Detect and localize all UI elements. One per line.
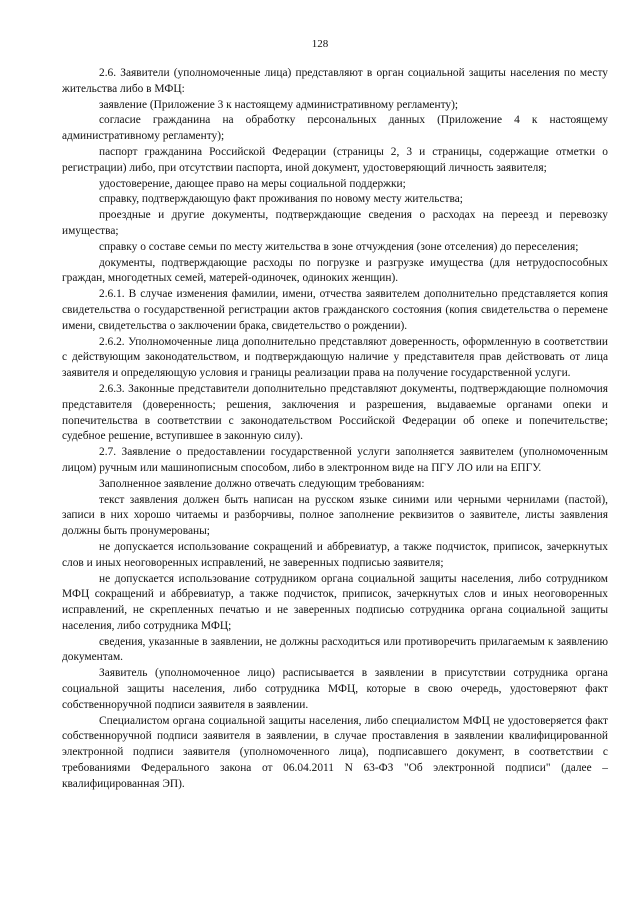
paragraph-family-statement: справку о составе семьи по месту жительства в зоне отчуждения (зоне отселения) до переселения; [99, 240, 579, 253]
paragraph-requirement-no-abbreviations: не допускается использование сокращений и аббревиатур, а также подчисток, приписок, зачеркнутых слов и иных неоговоренных исправлений, не заверенных подписью заявителя; [62, 540, 608, 569]
paragraph-2-6-3: 2.6.3. Законные представители дополнительно представляют документы, подтверждающие полномочия представителя (доверенность; решения, заключения и разрешения, выдаваемые органами опеки и попечительства в соответствии с законодательством Российской Федерации об опеке и попечительстве; судебное решение, вступившее в законную силу). [62, 382, 608, 443]
paragraph-2-6-intro: 2.6. Заявители (уполномоченные лица) представляют в орган социальной защиты населения по месту жительства либо в МФЦ: [62, 67, 608, 95]
page-number: 128 [311, 38, 329, 50]
paragraph-requirements-intro: Заполненное заявление должно отвечать следующим требованиям: [99, 477, 425, 490]
paragraph-application: заявление (Приложение 3 к настоящему административному регламенту); [99, 98, 459, 111]
paragraph-certificate: удостоверение, дающее право на меры социальной поддержки; [99, 177, 406, 190]
paragraph-loading-expenses: документы, подтверждающие расходы по погрузке и разгрузке имущества (для нетрудоспособных граждан, многодетных семей, матерей-одиночек, одиноких женщин). [62, 256, 608, 285]
paragraph-electronic-signature: Специалистом органа социальной защиты населения, либо специалистом МФЦ не удостоверяется факт собственноручной подписи заявителя в заявлении, в случае проставления в заявлении квалифицированной электронной подписи заявителя (уполномоченного лица), подписавшего документ, в соответствии с требованиями Федерального закона от 06.04.2011 N 63-ФЗ "Об электронной подписи" (далее – квалифицированная ЭП). [62, 714, 608, 790]
paragraph-residence-statement: справку, подтверждающую факт проживания по новому месту жительства; [99, 193, 463, 206]
paragraph-requirement-text: текст заявления должен быть написан на русском языке синими или черными чернилами (пастой), записи в них хорошо читаемы и разборчивы, полное заполнение реквизитов о заявителе, листы заявления должны быть пронумерованы; [62, 493, 608, 538]
paragraph-2-6-1: 2.6.1. В случае изменения фамилии, имени, отчества заявителем дополнительно представляется копия свидетельства о государственной регистрации актов гражданского состояния (копия свидетельства о перемене имени, свидетельства о заключении брака, свидетельство о рождении). [62, 288, 608, 332]
document-body [62, 66, 608, 793]
paragraph-travel-documents: проездные и другие документы, подтверждающие сведения о расходах на переезд и перевозку имущества; [62, 209, 608, 237]
paragraph-passport: паспорт гражданина Российской Федерации (страницы 2, 3 и страницы, содержащие отметки о регистрации) либо, при отсутствии паспорта, иной документ, удостоверяющий личность заявителя; [62, 145, 608, 174]
paragraph-consent: согласие гражданина на обработку персональных данных (Приложение 4 к настоящему административному регламенту); [62, 114, 608, 143]
paragraph-signature: Заявитель (уполномоченное лицо) расписывается в заявлении в присутствии сотрудника органа социальной защиты населения, либо сотрудника МФЦ, которые в свою очередь, удостоверяют факт собственноручной подписи заявителя в заявлении. [62, 667, 608, 711]
paragraph-requirement-staff: не допускается использование сотрудником органа социальной защиты населения, либо сотрудником МФЦ сокращений и аббревиатур, а также подчисток, приписок, зачеркнутых слов и иных неоговоренных исправлений, не скрепленных печатью и не заверенных подписью сотрудника органа социальной защиты населения, либо сотрудника МФЦ; [62, 572, 608, 632]
paragraph-2-6-2: 2.6.2. Уполномоченные лица дополнительно представляют доверенность, оформленную в соответствии с действующим законодательством, и подтверждающую наличие у представителя прав действовать от лица заявителя и определяющую условия и границы реализации права на получение государственной услуги. [62, 335, 608, 380]
paragraph-2-7: 2.7. Заявление о предоставлении государственной услуги заполняется заявителем (уполномоченным лицом) ручным или машинописным способом, либо в электронном виде на ПГУ ЛО или на ЕПГУ. [62, 446, 608, 474]
paragraph-requirement-consistency: сведения, указанные в заявлении, не должны расходиться или противоречить прилагаемым к заявлению документам. [62, 635, 608, 664]
